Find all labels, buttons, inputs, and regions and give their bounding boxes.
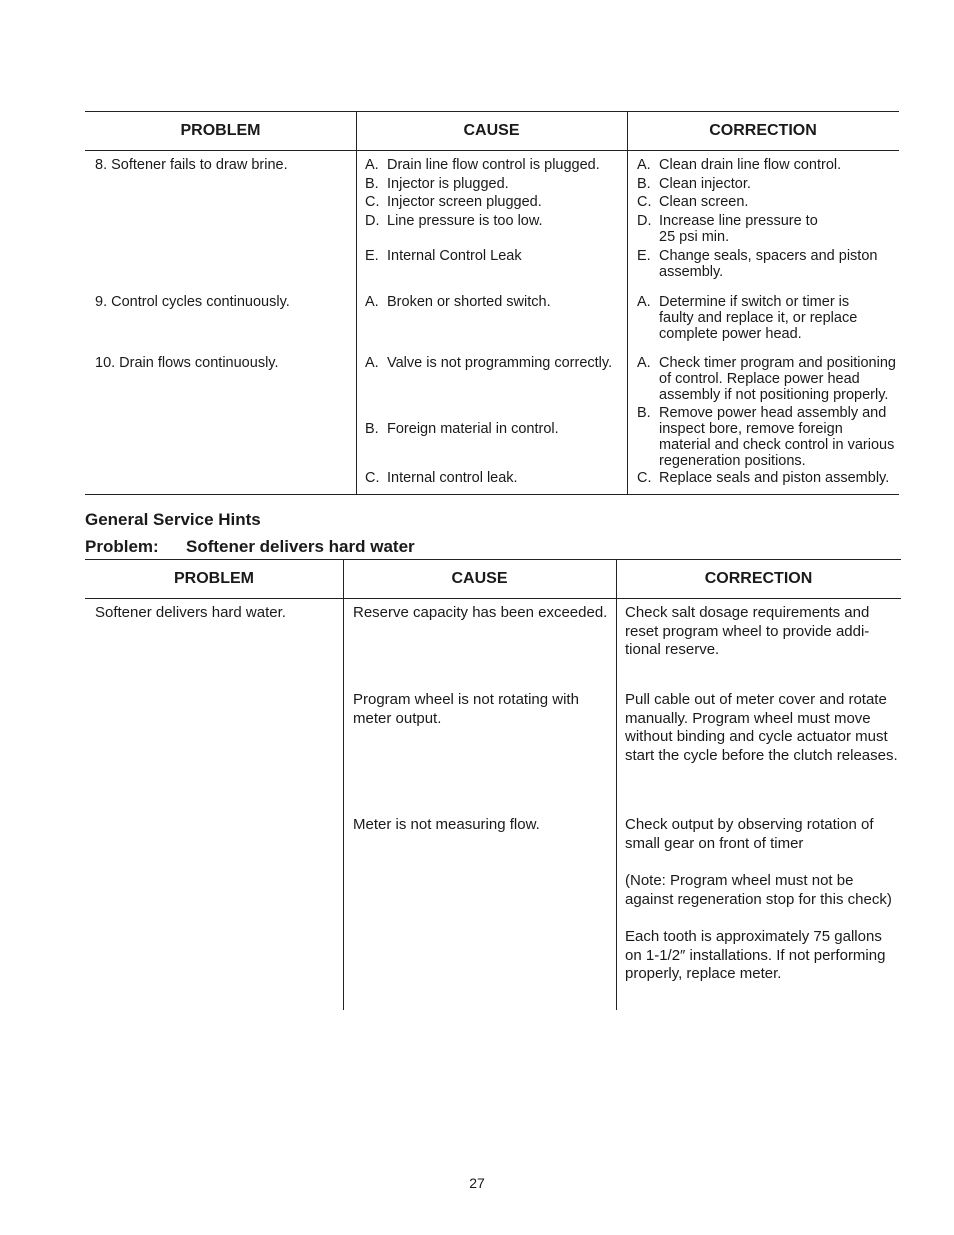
header-cause: CAUSE (451, 570, 508, 587)
cause-cell: Reserve capacity has been exceeded. (353, 604, 608, 621)
header-cause: CAUSE (463, 122, 520, 139)
column-divider (343, 599, 344, 1010)
cause-item: C. Injector screen plugged. (365, 194, 542, 210)
table-body (85, 599, 901, 1010)
troubleshooting-table-2 (85, 559, 901, 1010)
cause-item: A. Broken or shorted switch. (365, 294, 551, 310)
table-header (85, 111, 899, 151)
correction-item: A. Clean drain line flow control. (637, 157, 842, 173)
correction-item: E. Change seals, spacers and piston assembly. (637, 248, 878, 280)
header-correction: CORRECTION (704, 570, 813, 587)
header-correction: CORRECTION (709, 122, 817, 139)
cause-item: A. Valve is not programming correctly. (365, 355, 613, 371)
column-divider (343, 560, 344, 598)
problem-cell: 8. Softener fails to draw brine. (95, 157, 288, 173)
problem-cell: 10. Drain flows continuously. (95, 355, 279, 371)
cause-item: B. Foreign material in control. (365, 421, 559, 437)
cause-item: E. Internal Control Leak (365, 248, 522, 264)
column-divider (616, 599, 617, 1010)
correction-item: D. Increase line pressure to 25 psi min. (637, 213, 818, 245)
table-header (85, 559, 901, 599)
table-body (85, 151, 899, 495)
troubleshooting-table-1 (85, 111, 899, 495)
correction-cell: Check salt dosage requirements and reset program wheel to provide addi- tional reserve. (625, 604, 870, 659)
correction-item: C. Replace seals and piston assembly. (637, 470, 890, 486)
header-problem: PROBLEM (180, 122, 261, 139)
cause-item: B. Injector is plugged. (365, 176, 509, 192)
cause-item: C. Internal control leak. (365, 470, 518, 486)
column-divider (616, 560, 617, 598)
section-title: General Service Hints (85, 510, 261, 529)
correction-cell: Check output by observing rotation of small gear on front of timer (625, 816, 874, 852)
column-divider (627, 151, 628, 494)
correction-item: B. Remove power head assembly and inspect bore, remove foreign material and check control in various regeneration positions. (637, 405, 895, 469)
problem-cell: 9. Control cycles continuously. (95, 294, 290, 310)
cause-item: D. Line pressure is too low. (365, 213, 543, 229)
header-problem: PROBLEM (174, 570, 254, 587)
page-number: 27 (469, 1175, 485, 1191)
cause-cell: Program wheel is not rotating with meter output. (353, 691, 579, 727)
correction-note: Each tooth is approximately 75 gallons on 1-1/2″ installations. If not performing properly, replace meter. (625, 928, 886, 983)
column-divider (356, 112, 357, 150)
correction-item: A. Check timer program and positioning of control. Replace power head assembly if not positioning properly. (637, 355, 896, 403)
correction-item: A. Determine if switch or timer is faulty and replace it, or replace complete power head. (637, 294, 858, 342)
column-divider (356, 151, 357, 494)
correction-note: (Note: Program wheel must not be against regeneration stop for this check) (625, 872, 892, 908)
column-divider (627, 112, 628, 150)
cause-cell: Meter is not measuring flow. (353, 816, 540, 833)
correction-cell: Pull cable out of meter cover and rotate manually. Program wheel must move without binding and cycle actuator must start the cycle before the clutch releases. (625, 691, 898, 764)
cause-item: A. Drain line flow control is plugged. (365, 157, 600, 173)
problem-heading: Problem: Softener delivers hard water (85, 537, 415, 556)
problem-cell: Softener delivers hard water. (95, 604, 286, 621)
correction-item: C. Clean screen. (637, 194, 749, 210)
correction-item: B. Clean injector. (637, 176, 751, 192)
